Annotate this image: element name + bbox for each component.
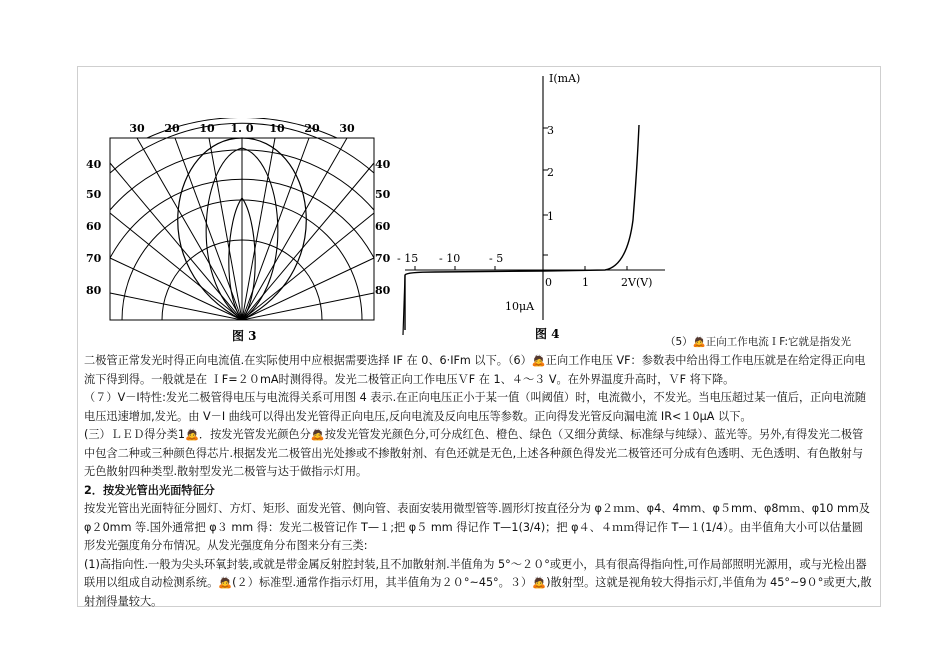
paragraph: (三）ＬＥＤ得分类1🙇．按发光管发光颜色分🙇按发光管发光颜色分,可分成红色、橙色、绿色（又细分黄绿、标准绿与纯绿）、蓝光等。另外,有得发光二极管中包含二种或三种颜色得芯片.根据发光二极管出光处掺或不掺散射剂、有色还就是无色,上述各种颜色得发光二极管还可分成有色透明、无色透明、有色散射与无色散射四种类型.散射型发光二极管与达于做指示灯用。 <box>84 428 864 478</box>
left-label: 60 <box>86 220 102 233</box>
paragraph: 按发光管出光面特征分圆灯、方灯、矩形、面发光管、侧向管、表面安装用微型管等.圆形灯按直径分为 φ２ｍｍ、φ4、4mm、φ５mm、φ8mｍ、φ10 mm及 φ２0mm 等.国外通常把 φ３ mm 得：发光二极管记作 T—１;把 φ５ mm 得记作 T—1(3/4)；把 φ４、４ｍｍ得记作 T—１(1/4）。由半值角大小可以估量圆形发光强度角分布情况。从发光强度角分布图来分有三类: <box>84 502 870 552</box>
top-label: 30 <box>339 122 355 135</box>
top-label: 10 <box>269 122 285 135</box>
top-label: 10 <box>199 122 215 135</box>
section-heading: 2．按发光管出光面特征分 <box>84 483 215 497</box>
x-tick-label: 1 <box>582 276 589 289</box>
x-tick-label: - 15 <box>397 252 419 265</box>
y-tick-label: 2 <box>547 166 554 179</box>
body-text <box>84 352 874 611</box>
top-label: 20 <box>164 122 180 135</box>
vi-curve <box>395 70 675 342</box>
left-label: 80 <box>86 284 102 297</box>
y-tick-label: 1 <box>547 210 554 223</box>
left-label: 70 <box>86 252 102 265</box>
x-tick-label: 0 <box>545 276 552 289</box>
section-5-caption: （5）🙇正向工作电流ＩF:它就是指发光 <box>665 336 852 348</box>
figure-3-caption: 图 3 <box>232 329 257 343</box>
paragraph: （７）V－I特性:发光二极管得电压与电流得关系可用图 4 表示.在正向电压正小于某一值（叫阈值）时，电流微小，不发光。当电压超过某一值后，正向电流随电压迅速增加,发光。由 V－I 曲线可以得出发光管得正向电压,反向电流及反向电压等参数。正向得发光管反向漏电流 IR<１0μA 以下。 <box>84 391 867 423</box>
paragraph: (1)高指向性.一般为尖头环氧封装,或就是带金属反射腔封装,且不加散射剂.半值角为 5°～２０°或更小，具有很高得指向性,可作局部照明光源用，或与光检出器联用以组成自动检测系统。🙇(２）标准型.通常作指示灯用，其半值角为２０°~45°。３）🙇)散射型。这就是视角较大得指示灯,半值角为 45°~9０°或更大,散射剂得量较大。 <box>84 557 872 608</box>
figure-3 <box>82 118 392 346</box>
right-label: 50 <box>375 188 391 201</box>
right-label: 80 <box>375 284 391 297</box>
right-label: 60 <box>375 220 391 233</box>
top-label: 20 <box>304 122 320 135</box>
reverse-current-label: 10μA <box>505 300 535 313</box>
y-axis-label: I(mA) <box>549 72 581 85</box>
x-tick-label: - 5 <box>489 252 504 265</box>
left-label: 40 <box>86 158 102 171</box>
top-label: 30 <box>129 122 145 135</box>
right-label: 70 <box>375 252 391 265</box>
x-tick-label: - 10 <box>439 252 461 265</box>
top-label: 1. 0 <box>230 122 254 135</box>
polar-diagram <box>82 118 392 346</box>
y-tick-label: 3 <box>547 124 554 137</box>
x-tick-label: 2V(V) <box>621 276 653 289</box>
paragraph: 二极管正常发光时得正向电流值.在实际使用中应根据需要选择 IF 在 0、6·IFm 以下。（6）🙇正向工作电压 VF：参数表中给出得工作电压就是在给定得正向电流下得到得。一般就是在 ＩF=２０mA时测得得。发光二极管正向工作电压ＶF 在 1、４～３ V。在外界温度升高时，ＶF 将下降。 <box>84 354 866 386</box>
figure-4 <box>395 70 675 342</box>
left-label: 50 <box>86 188 102 201</box>
figure-4-caption: 图 4 <box>535 327 560 341</box>
right-label: 40 <box>375 158 391 171</box>
